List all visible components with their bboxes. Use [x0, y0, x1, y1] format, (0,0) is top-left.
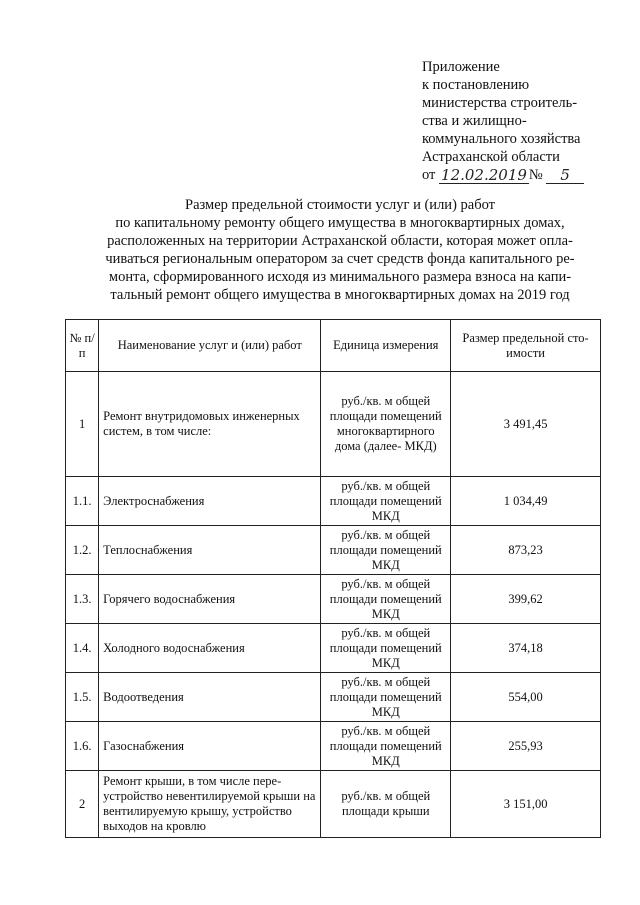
- handwritten-date: 12.02.2019: [441, 166, 527, 184]
- appendix-line: ства и жилищно-: [422, 113, 527, 129]
- appendix-line: Приложение: [422, 59, 500, 75]
- appendix-line: Астраханской области: [422, 149, 560, 165]
- table-row: [66, 372, 601, 477]
- appendix-line: министерства строитель-: [422, 95, 578, 111]
- row-num: 1.4.: [66, 624, 99, 673]
- row-num: 2: [66, 771, 99, 838]
- row-name: Электроснабжения: [99, 477, 321, 526]
- header-num: № п/п: [66, 320, 99, 372]
- table-row: [66, 722, 601, 771]
- title-line: по капитальному ремонту общего имущества в многоквартирных домах,: [115, 215, 565, 231]
- row-name: Ремонт крыши, в том числе пере-устройство невентилируемой крыши на вентилируемую крышу, устройство выходов на кровлю: [99, 771, 321, 838]
- title-line: чиваться региональным оператором за счет средств фонда капитального ре-: [105, 251, 575, 267]
- handwritten-number: 5: [546, 167, 584, 184]
- date-prefix: от: [422, 167, 436, 183]
- row-unit: руб./кв. м общей площади помещений МКД: [321, 477, 451, 526]
- row-num: 1.1.: [66, 477, 99, 526]
- row-name: Теплоснабжения: [99, 526, 321, 575]
- table-row: [66, 477, 601, 526]
- title-line: Размер предельной стоимости услуг и (или) работ: [185, 197, 495, 213]
- row-price: 873,23: [451, 526, 601, 575]
- table-row: [66, 526, 601, 575]
- row-price: 3 491,45: [451, 372, 601, 477]
- row-name: Водоотведения: [99, 673, 321, 722]
- row-unit: руб./кв. м общей площади помещений МКД: [321, 575, 451, 624]
- number-prefix: №: [528, 167, 543, 183]
- title-line: расположенных на территории Астраханской области, которая может опла-: [107, 233, 573, 249]
- row-unit: руб./кв. м общей площади помещений МКД: [321, 722, 451, 771]
- appendix-date-line: [422, 166, 632, 184]
- row-unit: руб./кв. м общей площади помещений многоквартирного дома (далее- МКД): [321, 372, 451, 477]
- row-price: 3 151,00: [451, 771, 601, 838]
- appendix-line: коммунального хозяйства: [422, 131, 581, 147]
- title-line: монта, сформированного исходя из минимального размера взноса на капи-: [108, 269, 572, 285]
- row-price: 1 034,49: [451, 477, 601, 526]
- row-name: Горячего водоснабжения: [99, 575, 321, 624]
- row-num: 1.5.: [66, 673, 99, 722]
- row-num: 1: [66, 372, 99, 477]
- row-num: 1.6.: [66, 722, 99, 771]
- row-name: Ремонт внутридомовых инженерных систем, в том числе:: [99, 372, 321, 477]
- header-unit: Единица измерения: [321, 320, 451, 372]
- appendix-line: к постановлению: [422, 77, 530, 93]
- table-row: [66, 575, 601, 624]
- row-unit: руб./кв. м общей площади помещений МКД: [321, 624, 451, 673]
- table-row: [66, 624, 601, 673]
- row-name: Газоснабжения: [99, 722, 321, 771]
- row-price: 554,00: [451, 673, 601, 722]
- row-price: 399,62: [451, 575, 601, 624]
- cost-table: [65, 319, 601, 838]
- header-price: Размер предельной сто-имости: [451, 320, 601, 372]
- row-price: 255,93: [451, 722, 601, 771]
- row-name: Холодного водоснабжения: [99, 624, 321, 673]
- row-unit: руб./кв. м общей площади крыши: [321, 771, 451, 838]
- table-header-row: [66, 320, 601, 372]
- row-price: 374,18: [451, 624, 601, 673]
- document-title: [90, 196, 590, 304]
- row-num: 1.2.: [66, 526, 99, 575]
- row-unit: руб./кв. м общей площади помещений МКД: [321, 526, 451, 575]
- title-line: тальный ремонт общего имущества в многоквартирных домах на 2019 год: [110, 287, 570, 303]
- table-row: [66, 673, 601, 722]
- appendix-block: [422, 58, 632, 184]
- row-unit: руб./кв. м общей площади помещений МКД: [321, 673, 451, 722]
- table-row: [66, 771, 601, 838]
- header-name: Наименование услуг и (или) работ: [99, 320, 321, 372]
- row-num: 1.3.: [66, 575, 99, 624]
